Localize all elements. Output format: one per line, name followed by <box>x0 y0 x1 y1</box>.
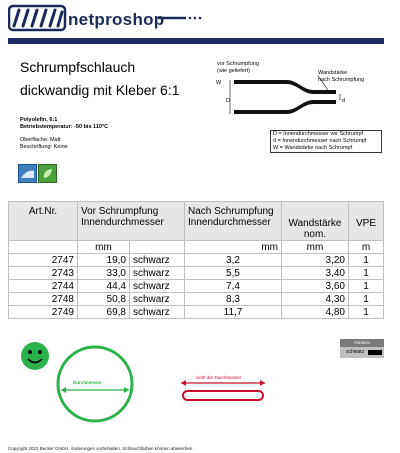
legend-item: D = Innendurchmesser vor Schrumpf <box>273 131 364 137</box>
col-vpe: VPE <box>349 202 384 241</box>
table-row <box>9 293 384 306</box>
unit-vpe: m <box>349 241 384 254</box>
cell-vpe: 1 <box>349 280 384 293</box>
size-table <box>8 201 384 319</box>
cell-before: 44,4 <box>78 280 130 293</box>
logo-icon <box>8 4 68 34</box>
spec-surface: Oberfläche: Matt <box>20 137 61 143</box>
unit-after: mm <box>185 241 282 254</box>
leaf-icon <box>39 165 56 182</box>
cell-art: 2747 <box>9 254 78 267</box>
cell-wall: 3,60 <box>282 280 349 293</box>
cell-wall: 4,30 <box>282 293 349 306</box>
table-header-row <box>9 202 384 241</box>
unit-row <box>9 241 384 254</box>
col-art: Art.Nr. <box>9 202 78 241</box>
cell-color: schwarz <box>130 280 185 293</box>
product-subtitle: dickwandig mit Kleber 6:1 <box>20 82 180 98</box>
table-row <box>9 306 384 319</box>
col-before <box>78 202 185 241</box>
rohs-icon <box>19 165 36 182</box>
cell-vpe: 1 <box>349 306 384 319</box>
diagram-label-before: vor Schrumpfung (wie geliefert) <box>217 61 259 74</box>
smiley-icon <box>20 341 50 371</box>
rohs-badge <box>18 164 37 183</box>
unit-wall: mm <box>282 241 349 254</box>
cell-vpe: 1 <box>349 254 384 267</box>
green-badge <box>38 164 57 183</box>
cell-art: 2743 <box>9 267 78 280</box>
cell-after: 5,5 <box>185 267 282 280</box>
farben-row <box>340 347 384 358</box>
farben-header: FARBEN <box>340 339 384 347</box>
cell-art: 2749 <box>9 306 78 319</box>
legend-item: d = Innendurchmesser nach Schrumpf <box>273 138 367 144</box>
col-before-sub: Innendurchmesser <box>81 217 164 228</box>
diagram-legend <box>270 130 382 153</box>
farben-label: schwarz <box>346 349 365 355</box>
col-wall <box>282 202 349 241</box>
flat-tube-icon <box>175 377 271 407</box>
cell-color: schwarz <box>130 267 185 280</box>
product-title: Schrumpfschlauch <box>20 59 136 75</box>
cell-before: 50,8 <box>78 293 130 306</box>
tube-diagram <box>228 76 348 120</box>
cell-vpe: 1 <box>349 267 384 280</box>
diagram-letter-w: W <box>216 80 222 86</box>
cell-wall: 3,20 <box>282 254 349 267</box>
cell-before: 69,8 <box>78 306 130 319</box>
col-after-title: Nach Schrumpfung <box>188 206 274 217</box>
cell-color: schwarz <box>130 254 185 267</box>
cell-wall: 3,40 <box>282 267 349 280</box>
col-after <box>185 202 282 241</box>
footer-note: Copyright 2022 Becker GmbH. Änderungen vorbehalten. Schlauchfarben können abweichen <box>8 446 193 451</box>
cell-after: 8,3 <box>185 293 282 306</box>
color-swatch <box>368 350 382 355</box>
table-row <box>9 254 384 267</box>
cell-after: 3,2 <box>185 254 282 267</box>
cell-art: 2748 <box>9 293 78 306</box>
table-row <box>9 280 384 293</box>
cell-before: 33,0 <box>78 267 130 280</box>
table-row <box>9 267 384 280</box>
col-before-title: Vor Schrumpfung <box>81 206 159 217</box>
legend-item: W = Wandstärke nach Schrumpf <box>273 145 353 151</box>
cell-vpe: 1 <box>349 293 384 306</box>
spec-material: Polyolefin, 6:1 <box>20 117 58 123</box>
logo-text: netproshop <box>68 10 165 29</box>
col-wall-sub: nom. <box>303 229 327 240</box>
cell-wall: 4,80 <box>282 306 349 319</box>
cell-before: 19,0 <box>78 254 130 267</box>
cell-after: 11,7 <box>185 306 282 319</box>
spec-temperature: Betriebstemperatur: -50 bis 110°C <box>20 124 109 130</box>
cell-color: schwarz <box>130 293 185 306</box>
label-wrong: nicht der Durchmesser <box>196 375 242 380</box>
diagram-letter-d: d <box>342 98 346 104</box>
header-bar <box>8 38 384 44</box>
spec-printing: Beschriftung: Keine <box>20 144 68 150</box>
col-after-sub: Innendurchmesser <box>188 217 271 228</box>
cell-color: schwarz <box>130 306 185 319</box>
logo-line-icon <box>158 11 204 25</box>
diagram-label-wall: Wandstärke nach Schrumpfung <box>318 70 365 83</box>
label-correct: Durchmesser <box>73 380 102 385</box>
diagram-letter-D: D <box>226 98 230 104</box>
cell-after: 7,4 <box>185 280 282 293</box>
unit-before: mm <box>78 241 130 254</box>
col-wall-title: Wandstärke <box>288 218 342 229</box>
cell-art: 2744 <box>9 280 78 293</box>
